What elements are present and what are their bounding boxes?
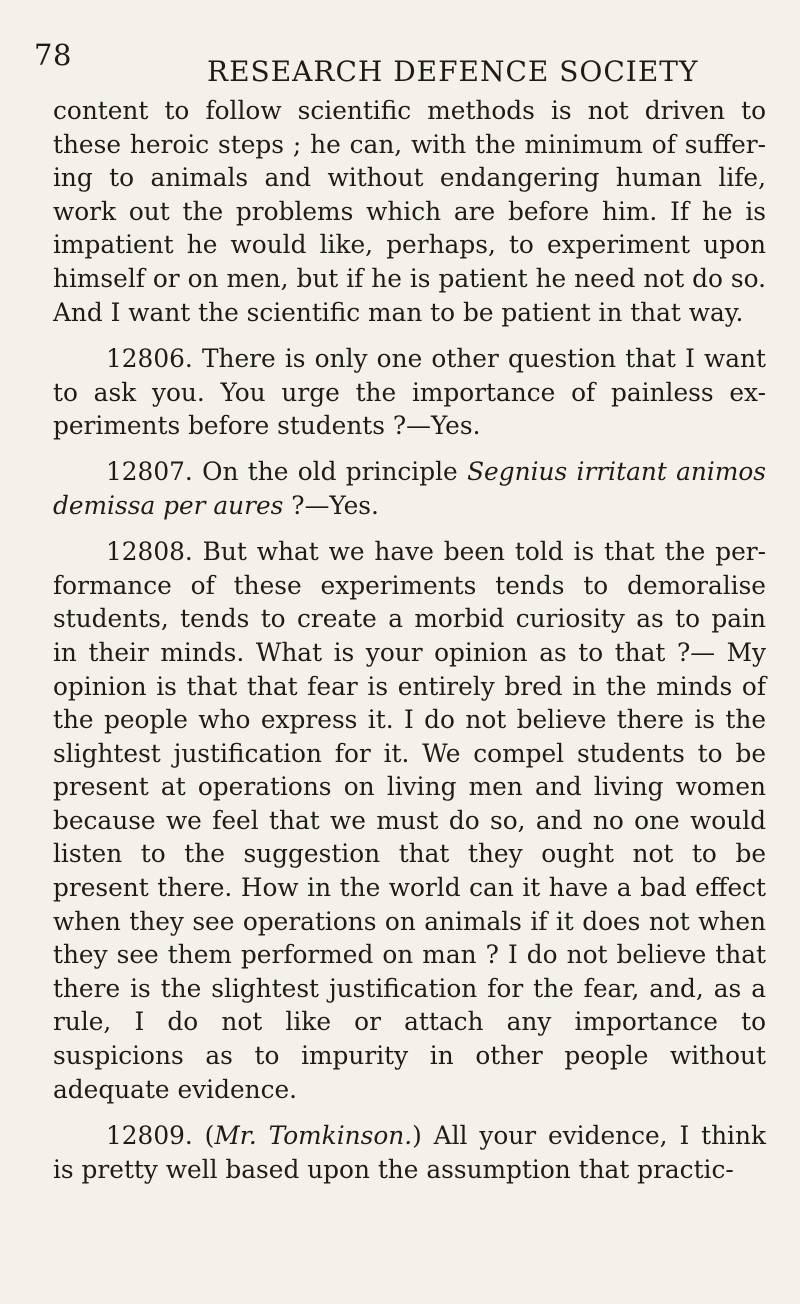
paragraph-12809-lead: 12809. (	[106, 1121, 215, 1151]
paragraph-continued: content to follow scientific methods is not driven to these heroic steps ; he can, with the minimum of suffer-ing to animals and without endangering human life, work out the problems which are before him. If he is impatient he would like, perhaps, to experiment upon himself or on men, but if he is patient he need not do so. And I want the scientific man to be patient in that way.	[53, 96, 766, 327]
paragraph-12809	[53, 1119, 766, 1186]
paragraph-12807-tail: ?—Yes.	[283, 490, 379, 520]
page-header	[0, 38, 800, 88]
paragraph-12806: 12806. There is only one other question that I want to ask you. You urge the importance of painless ex-periments before students ?—Yes.	[53, 344, 766, 441]
paragraph-12809-tail: ) All your evidence, I think is pretty well based upon the assumption that practic-	[53, 1121, 766, 1184]
latin-quotation: Segnius irritant animos demissa per aures	[53, 456, 766, 520]
paragraph-12807	[53, 455, 766, 522]
page-number: 78	[34, 38, 72, 72]
paragraph-12808: 12808. But what we have been told is that the per-formance of these experiments tends to demoralise students, tends to create a morbid curiosity as to pain in their minds. What is your opinion as to that ?— My opinion is that that fear is entirely bred in the minds of the people who express it. I do not believe there is the slightest justification for it. We compel students to be present at operations on living men and living women because we feel that we must do so, and no one would listen to the suggestion that they ought not to be present there. How in the world can it have a bad effect when they see operations on animals if it does not when they see them performed on man ? I do not believe that there is the slightest justification for the fear, and, as a rule, I do not like or attach any importance to suspicions as to impurity in other people without adequate evidence.	[53, 537, 766, 1104]
running-title: RESEARCH DEFENCE SOCIETY	[207, 55, 699, 88]
speaker-name: Mr. Tomkinson.	[214, 1121, 413, 1151]
body-text	[53, 94, 766, 1186]
paragraph-12807-lead: 12807. On the old principle	[106, 456, 468, 486]
